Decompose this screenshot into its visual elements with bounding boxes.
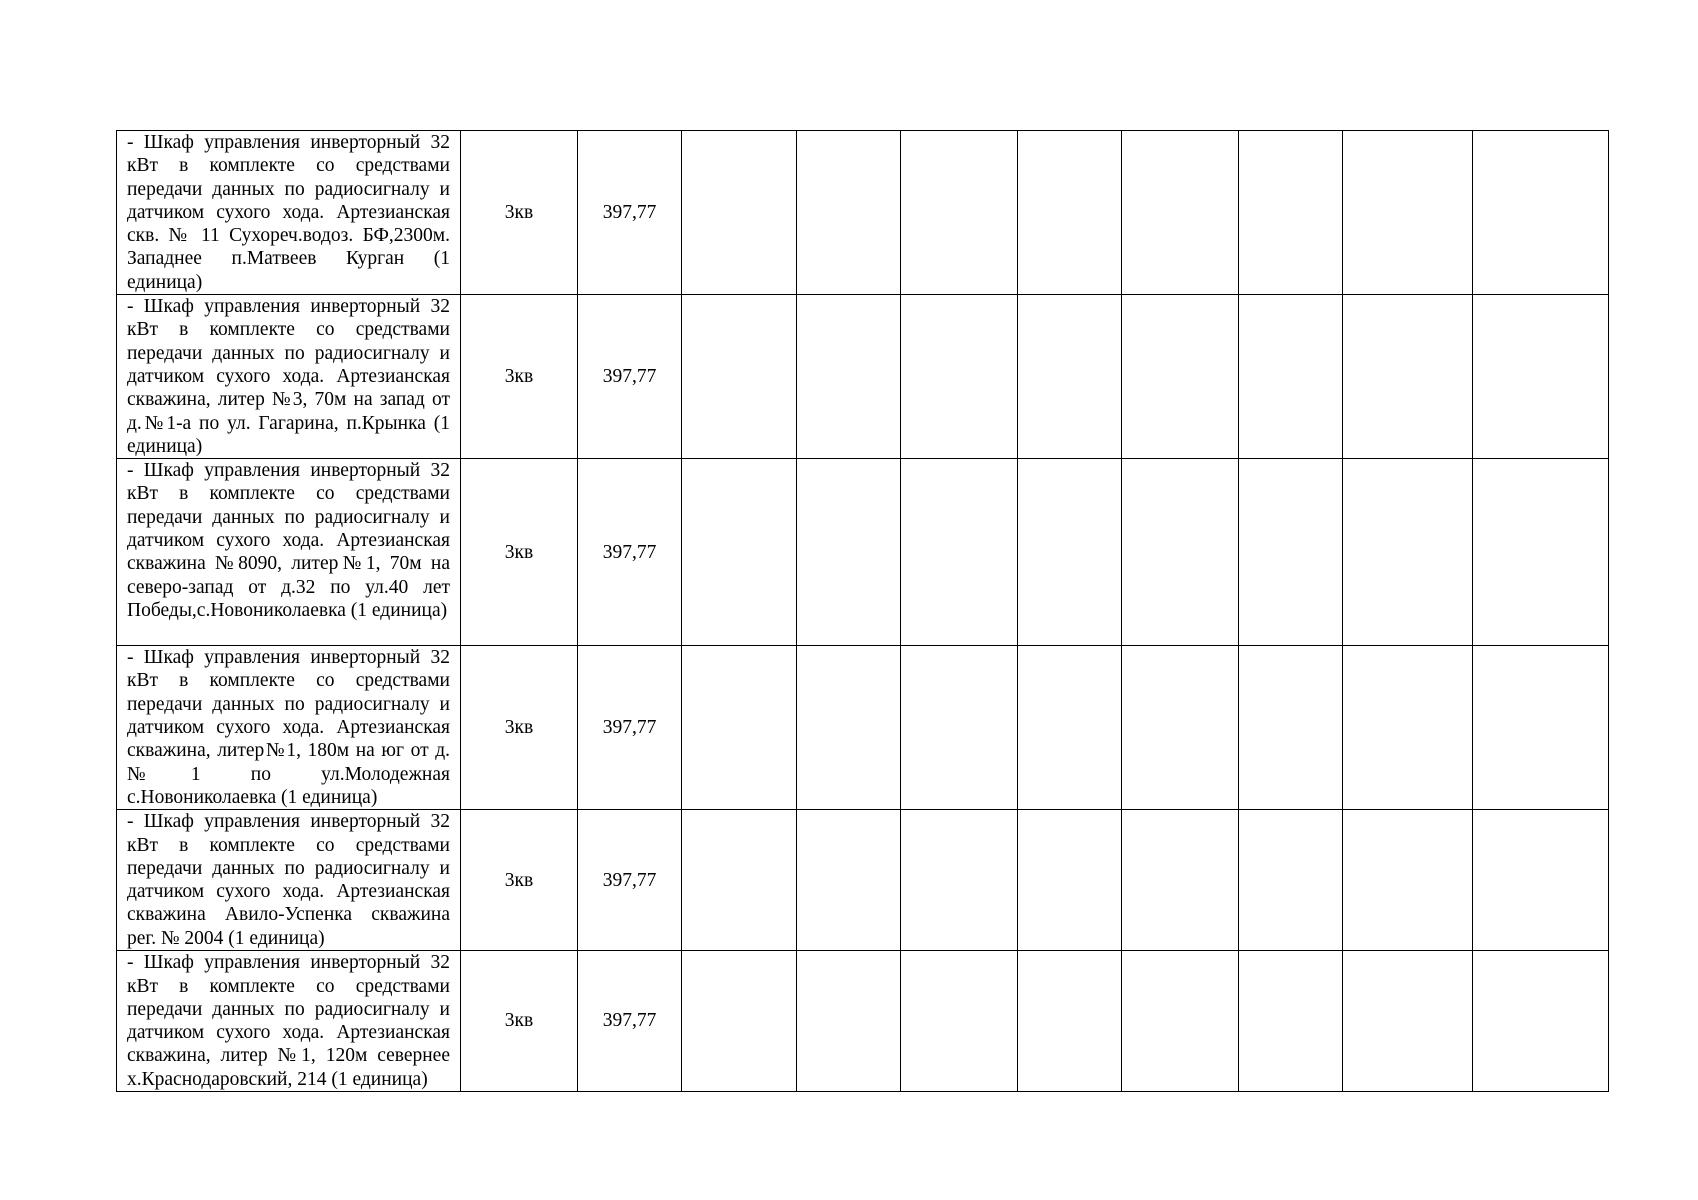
empty-cell [682, 131, 797, 295]
empty-cell [682, 295, 797, 459]
empty-cell [797, 459, 901, 646]
empty-cell [1122, 951, 1239, 1092]
amount-cell: 397,77 [578, 295, 682, 459]
empty-cell [797, 131, 901, 295]
empty-cell [1239, 810, 1343, 951]
empty-cell [901, 459, 1018, 646]
empty-cell [901, 646, 1018, 810]
empty-cell [1122, 131, 1239, 295]
description-cell: - Шкаф управления инверторный 32 кВт в комплекте со средствами передачи данных по радиосигналу и датчиком сухого хода. Артезианская скважина Авило-Успенка скважина рег. № 2004 (1 единица) [117, 810, 461, 951]
empty-cell [1122, 295, 1239, 459]
empty-cell [901, 295, 1018, 459]
description-cell: - Шкаф управления инверторный 32 кВт в комплекте со средствами передачи данных по радиосигналу и датчиком сухого хода. Артезианская скважина, литер №3, 70м на запад от д.№1-а по ул. Гагарина, п.Крынка (1 единица) [117, 295, 461, 459]
empty-cell [1122, 810, 1239, 951]
empty-cell [1239, 951, 1343, 1092]
amount-cell: 397,77 [578, 131, 682, 295]
empty-cell [1239, 131, 1343, 295]
empty-cell [1343, 646, 1473, 810]
period-cell: 3кв [461, 459, 578, 646]
empty-cell [1122, 459, 1239, 646]
amount-cell: 397,77 [578, 951, 682, 1092]
table-row [117, 951, 1609, 1092]
table-row [117, 459, 1609, 646]
empty-cell [797, 646, 901, 810]
period-cell: 3кв [461, 295, 578, 459]
empty-cell [901, 810, 1018, 951]
empty-cell [1018, 295, 1122, 459]
empty-cell [1473, 131, 1609, 295]
empty-cell [682, 810, 797, 951]
empty-cell [1018, 951, 1122, 1092]
empty-cell [1018, 646, 1122, 810]
empty-cell [1473, 459, 1609, 646]
empty-cell [1343, 951, 1473, 1092]
description-cell: - Шкаф управления инверторный 32 кВт в комплекте со средствами передачи данных по радиосигналу и датчиком сухого хода. Артезианская скважина, литер№1, 180м на юг от д.№1 по ул.Молодежная с.Новониколаевка (1 единица) [117, 646, 461, 810]
empty-cell [1239, 459, 1343, 646]
empty-cell [1473, 810, 1609, 951]
empty-cell [1343, 810, 1473, 951]
table-row [117, 295, 1609, 459]
description-cell: - Шкаф управления инверторный 32 кВт в комплекте со средствами передачи данных по радиосигналу и датчиком сухого хода. Артезианская скважина №8090, литер№1, 70м на северо-запад от д.32 по ул.40 лет Победы,с.Новониколаевка (1 единица) [117, 459, 461, 646]
empty-cell [1343, 295, 1473, 459]
empty-cell [682, 951, 797, 1092]
table-row [117, 131, 1609, 295]
empty-cell [682, 459, 797, 646]
empty-cell [797, 295, 901, 459]
empty-cell [1473, 951, 1609, 1092]
table-row [117, 810, 1609, 951]
period-cell: 3кв [461, 646, 578, 810]
amount-cell: 397,77 [578, 810, 682, 951]
empty-cell [1343, 131, 1473, 295]
empty-cell [1239, 295, 1343, 459]
empty-cell [901, 131, 1018, 295]
period-cell: 3кв [461, 131, 578, 295]
empty-cell [901, 951, 1018, 1092]
empty-cell [1473, 295, 1609, 459]
empty-cell [1018, 131, 1122, 295]
description-cell: - Шкаф управления инверторный 32 кВт в комплекте со средствами передачи данных по радиосигналу и датчиком сухого хода. Артезианская скважина, литер №1, 120м севернее х.Краснодаровский, 214 (1 единица) [117, 951, 461, 1092]
empty-cell [797, 951, 901, 1092]
amount-cell: 397,77 [578, 646, 682, 810]
empty-cell [1343, 459, 1473, 646]
empty-cell [797, 810, 901, 951]
table-row [117, 646, 1609, 810]
equipment-table [116, 130, 1609, 1092]
empty-cell [1018, 810, 1122, 951]
description-cell: - Шкаф управления инверторный 32 кВт в комплекте со средствами передачи данных по радиосигналу и датчиком сухого хода. Артезианская скв. № 11 Сухореч.водоз. БФ,2300м. Западнее п.Матвеев Курган (1 единица) [117, 131, 461, 295]
period-cell: 3кв [461, 951, 578, 1092]
empty-cell [682, 646, 797, 810]
period-cell: 3кв [461, 810, 578, 951]
amount-cell: 397,77 [578, 459, 682, 646]
empty-cell [1239, 646, 1343, 810]
empty-cell [1018, 459, 1122, 646]
empty-cell [1122, 646, 1239, 810]
empty-cell [1473, 646, 1609, 810]
